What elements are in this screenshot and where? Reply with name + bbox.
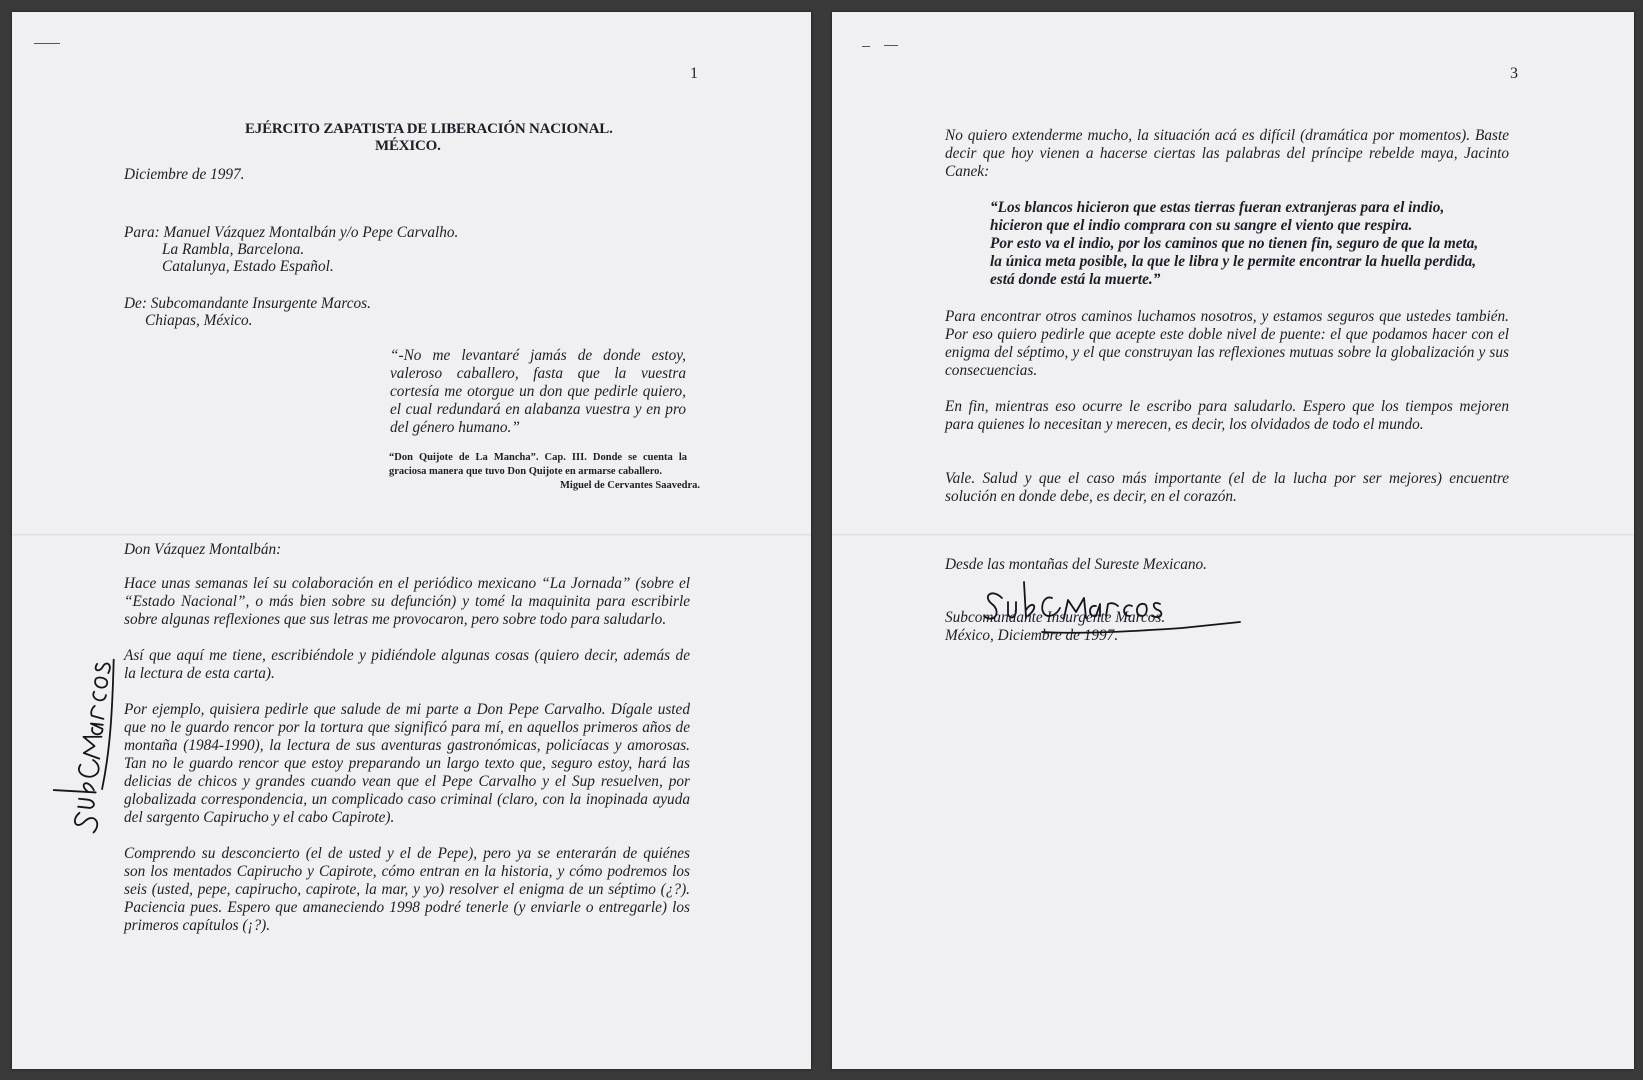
epigraph-line: del género humano.” — [390, 419, 520, 436]
paper-mark — [34, 43, 60, 44]
recipient-line-1: Para: Manuel Vázquez Montalbán y/o Pepe Carvalho. — [124, 224, 459, 241]
recipient-line-3: Catalunya, Estado Español. — [162, 258, 334, 275]
paper-fold — [832, 534, 1634, 537]
epigraph-line: cortesía me otorgue un don que pedirle quiero, — [390, 383, 686, 400]
quote-line: está donde está la muerte.” — [990, 271, 1161, 288]
text-line: seis (usted, pepe, capirucho, capirote, la mar, y yo) resolver el enigma de un séptimo (¿?). — [124, 881, 690, 898]
epigraph-source-line-2: graciosa manera que tuvo Don Quijote en armarse caballero. — [389, 466, 663, 477]
text-line: Para encontrar otros caminos luchamos nosotros, y estamos seguros que ustedes también. — [945, 308, 1509, 325]
page-number: 1 — [690, 65, 698, 82]
text-line: Hace unas semanas leí su colaboración en el periódico mexicano “La Jornada” (sobre el — [124, 575, 690, 592]
paper-fold — [12, 534, 811, 537]
text-line: Tan no le guardo rencor que estoy preparando un largo texto que, seguro estoy, hará las — [124, 755, 690, 772]
epigraph-author: Miguel de Cervantes Saavedra. — [560, 480, 700, 491]
recipient-line-2: La Rambla, Barcelona. — [162, 241, 305, 258]
text-line: consecuencias. — [945, 362, 1038, 379]
text-line: Vale. Salud y que el caso más importante (el de la lucha por ser mejores) encuentre — [945, 470, 1509, 487]
text-line: En fin, mientras eso ocurre le escribo para saludarlo. Espero que los tiempos mejoren — [945, 398, 1509, 415]
text-line: Canek: — [945, 163, 990, 180]
epigraph-line: “-No me levantaré jamás de donde estoy, — [390, 347, 686, 364]
letter-header-line-2: MÉXICO. — [375, 138, 441, 154]
handwritten-signature — [982, 584, 1242, 664]
handwritten-signature — [52, 632, 122, 832]
quote-line: la única meta posible, la que le libra y le permite encontrar la huella perdida, — [990, 253, 1477, 270]
text-line: Así que aquí me tiene, escribiéndole y pidiéndole algunas cosas (quiero decir, además de — [124, 647, 690, 664]
closing-line: Desde las montañas del Sureste Mexicano. — [945, 556, 1207, 573]
paper-mark — [884, 45, 898, 46]
text-line: decir que hoy vienen a hacerse ciertas las palabras del príncipe rebelde maya, Jacinto — [945, 145, 1509, 162]
text-line: montaña (1984-1990), la lectura de sus aventuras gastronómicas, policíacas y amorosas. — [124, 737, 690, 754]
text-line: enigma del séptimo, y el que construyan las reflexiones mutuas sobre la globalización y sus — [945, 344, 1509, 361]
text-line: Por eso quiero pedirle que acepte este doble nivel de puente: el que podamos hacer con el — [945, 326, 1509, 343]
epigraph-line: el cual redundará en alabanza vuestra y en pro — [390, 401, 686, 418]
text-line: del sargento Capirucho y el cabo Capirote). — [124, 809, 395, 826]
signer-place-date: México, Diciembre de 1997. — [945, 627, 1119, 644]
text-line: globalizada correspondencia, un complicado caso criminal (claro, con la inopinada ayuda — [124, 791, 690, 808]
text-line: son los mentados Capirucho y Capirote, cómo entran en la historia, y cómo podremos los — [124, 863, 690, 880]
text-line: para quienes lo necesitan y merecen, es decir, los olvidados de todo el mundo. — [945, 416, 1424, 433]
epigraph-source-line-1: “Don Quijote de La Mancha”. Cap. III. Donde se cuenta la — [389, 452, 687, 463]
text-line: la lectura de esta carta). — [124, 665, 275, 682]
text-line: que no le guardo rencor por la tortura que significó para mí, en aquellos primeros años de — [124, 719, 690, 736]
letter-page-3 — [832, 12, 1634, 1069]
letter-date: Diciembre de 1997. — [124, 166, 245, 183]
page-number: 3 — [1510, 65, 1518, 82]
signer-name: Subcomandante Insurgente Marcos. — [945, 609, 1166, 626]
text-line: delicias de chicos y grandes cuando vean que el Pepe Carvalho y el Sup resuelven, por — [124, 773, 690, 790]
paper-mark — [862, 46, 870, 47]
text-line: Paciencia pues. Espero que amaneciendo 1998 podré tenerle (y enviarle o entregarle) los — [124, 899, 690, 916]
quote-line: hicieron que el indio comprara con su sangre el viento que respira. — [990, 217, 1413, 234]
text-line: Comprendo su desconcierto (el de usted y el de Pepe), pero ya se enterarán de quiénes — [124, 845, 690, 862]
epigraph-line: valeroso caballero, fasta que la vuestra — [390, 365, 686, 382]
text-line: sobre algunas reflexiones que sus letras me provocaron, pero sobre todo para saludarlo. — [124, 611, 667, 628]
text-line: No quiero extenderme mucho, la situación acá es difícil (dramática por momentos). Baste — [945, 127, 1509, 144]
text-line: “Estado Nacional”, o más bien sobre su defunción) y tomé la maquinita para escribirle — [124, 593, 690, 610]
sender-line-2: Chiapas, México. — [145, 312, 253, 329]
letter-page-1 — [12, 12, 811, 1069]
text-line: primeros capítulos (¡?). — [124, 917, 271, 934]
text-line: solución en donde debe, es decir, en el corazón. — [945, 488, 1237, 505]
sender-line-1: De: Subcomandante Insurgente Marcos. — [124, 295, 371, 312]
salutation: Don Vázquez Montalbán: — [124, 541, 282, 558]
quote-line: Por esto va el indio, por los caminos que no tienen fin, seguro de que la meta, — [990, 235, 1479, 252]
quote-line: “Los blancos hicieron que estas tierras fueran extranjeras para el indio, — [990, 199, 1445, 216]
text-line: Por ejemplo, quisiera pedirle que salude de mi parte a Don Pepe Carvalho. Dígale usted — [124, 701, 690, 718]
letter-header-line-1: EJÉRCITO ZAPATISTA DE LIBERACIÓN NACIONAL. — [245, 121, 613, 137]
